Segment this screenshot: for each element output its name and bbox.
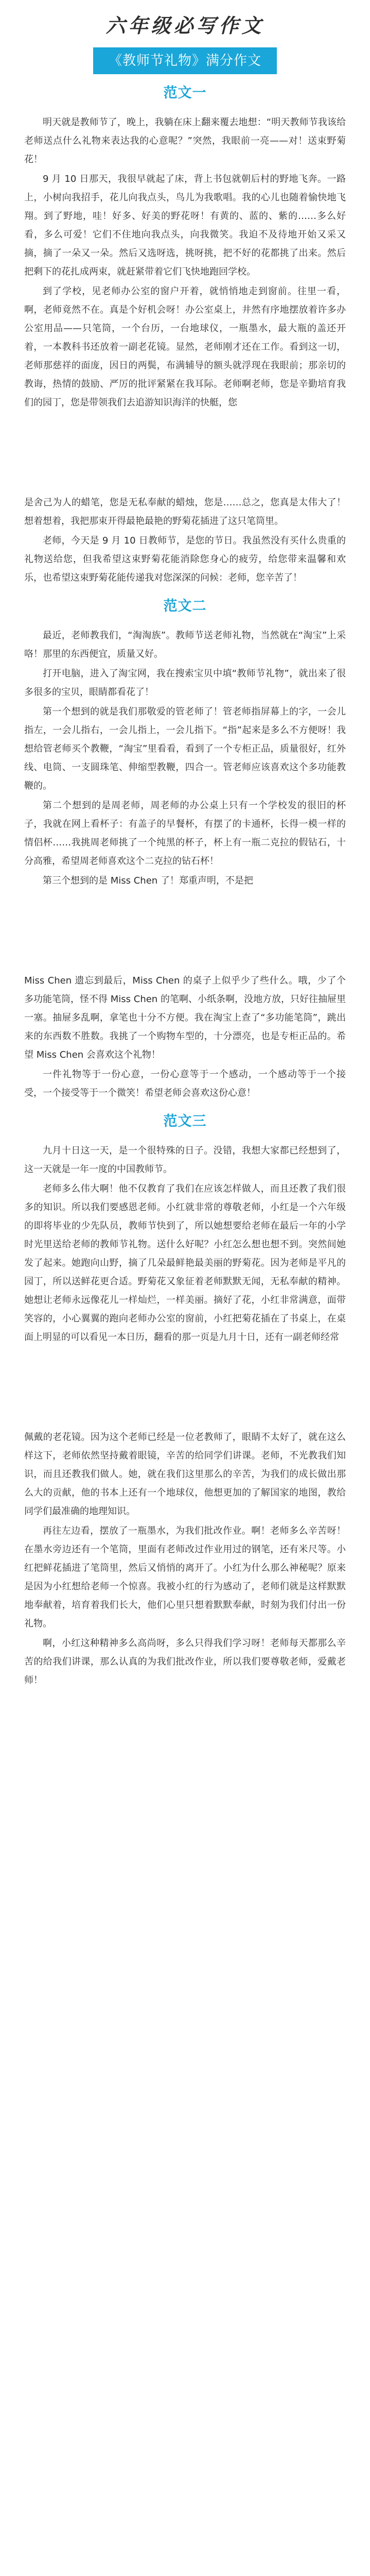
essay-paragraph: 佩戴的老花镜。因为这个老师已经是一位老教师了，眼睛不太好了，就在这么样这下，老师依然坚持戴着眼镜，辛苦的给同学们讲课。老师，不光教我们知识，而且还教我们做人。她，就在我们这里那么的辛苦，为我们的成长做出那么大的贡献，他的书本上还有一个地球仪，他想更加的了解国家的地图，教给同学们最准确的地理知识。 (24, 1432, 346, 1517)
essay-2-heading: 范文二 (163, 598, 207, 614)
essay-paragraph: 九月十日这一天，是一个很特殊的日子。没错，我想大家都已经想到了，这一天就是一年一度的中国教师节。 (24, 1145, 346, 1175)
page-title: 六年级必写作文 (105, 14, 265, 37)
essay-paragraph: 9 月 10 日那天，我很早就起了床，背上书包就朝后村的野地飞奔。一路上，小树向我招手，花儿向我点头，鸟儿为我歌唱。我的心儿也随着愉快地飞翔。到了野地，哇！好多、好美的野花呀！有黄的、蓝的、紫的……多么好看，多么可爱！它们不住地向我点头，向我微笑。我迫不及待地开始又采又摘，摘了一朵又一朵。然后又选呀选，挑呀挑，把不好的花都挑了出来。然后把剩下的花扎成两束，就赶紧带着它们飞快地跑回学校。 (24, 174, 346, 277)
title-banner: 《教师节礼物》满分作文 (93, 47, 277, 74)
essay-paragraph: 打开电脑，进入了淘宝网，我在搜索宝贝中填“教师节礼物”，就出来了很多很多的宝贝，眼睛都看花了！ (24, 668, 346, 698)
page-gap (0, 1348, 370, 1428)
essay-paragraph: 一件礼物等于一份心意，一份心意等于一个感动，一个感动等于一个接受，一个接受等于一个微笑！希望老师会喜欢这份心意！ (24, 1069, 346, 1098)
essay-paragraph: Miss Chen 遗忘到最后，Miss Chen 的桌子上似乎少了些什么。哦，少了个多功能笔筒，怪不得 Miss Chen 的笔啊、小纸条啊，没地方放，只好往抽屉里一塞。抽屉多乱啊，拿笔也十分不方便。我在淘宝上查了“多功能笔筒”，跳出来的东西数不胜数。我挑了一个购物车型的，十分漂亮，也是专柜正品的。希望 Miss Chen 会喜欢这个礼物！ (24, 975, 346, 1060)
essay-paragraph: 到了学校，见老师办公室的窗户开着，就悄悄地走到窗前。往里一看，啊，老师竟然不在。真是个好机会呀！办公室桌上，井然有序地摆放着许多办公室用品——只笔筒，一个台历，一台地球仪，一瓶墨水，最大瓶的盖还开着，一本教科书还放着一副老花镜。显然，老师刚才还在工作。看到这一切，老师那慈祥的面庞，因日的两鬓，布满辅导的额头就浮现在我眼前；那亲切的教诲，热情的鼓励、严厉的批评紧紧在我耳际。老师啊老师，您是辛勤培育我们的园丁，您是带领我们去追游知识海洋的快艇，您 (24, 286, 346, 408)
page-gap (0, 413, 370, 494)
page-gap (0, 891, 370, 972)
essay-3-heading: 范文三 (163, 1113, 207, 1129)
essay-paragraph: 老师，今天是 9 月 10 日教师节，是您的节日。我虽然没有买什么贵重的礼物送给您，但我希望这束野菊花能消除您身心的疲劳，给您带来温馨和欢乐，也希望这束野菊花能传递我对您深深的问候：老师，您辛苦了！ (24, 535, 346, 583)
essay-2-body-continued (24, 972, 346, 1103)
essay-paragraph: 明天就是教师节了，晚上，我躺在床上翻来覆去地想：“明天教师节我该给老师送点什么礼物来表达我的心意呢？”突然，我眼前一亮——对！送束野菊花！ (24, 117, 346, 165)
essay-paragraph: 最近，老师教我们，“淘淘族”。教师节送老师礼物，当然就在“淘宝”上采咯！那里的东西便宜，质量又好。 (24, 630, 346, 659)
page-header (0, 0, 370, 74)
essay-1-heading: 范文一 (163, 85, 207, 101)
essay-1-body-continued (24, 494, 346, 587)
essay-3-body (24, 1142, 346, 1347)
essay-paragraph: 第三个想到的是 Miss Chen 了！郑重声明，不是把 (43, 875, 253, 886)
essay-paragraph: 再往左边看，摆放了一瓶墨水，为我们批改作业。啊！老师多么辛苦呀！在墨水旁边还有一个笔筒，里面有老师改过作业用过的钢笔，还有米尺等。小红把鲜花插进了笔筒里，然后又悄悄的离开了。小红为什么那么神秘呢？原来是因为小红想给老师一个惊喜。我被小红的行为感动了，老师们就是这样默默地奉献着，培育着我们长大，他们心里只想着默默奉献，时刻为我们付出一份礼物。 (24, 1526, 346, 1629)
essay-paragraph: 第一个想到的就是我们那敬爱的管老师了！管老师指屏幕上的字，一会儿指左，一会儿指右，一会儿指上，一会儿指下。“指”起来是多么不方便呀！我想给管老师买个教鞭，“淘宝”里看看，看到了一个专柜正品，质量很好，红外线、电筒、一支圆珠笔、伸缩型教鞭，四合一。管老师应该喜欢这个多功能教鞭的。 (24, 706, 346, 791)
essay-paragraph: 老师多么伟大啊！他不仅教育了我们在应该怎样做人，而且还教了我们很多的知识。所以我们要感恩老师。小红就非常的尊敬老师，小红是一个六年级的即将毕业的少先队员，教师节快到了，所以她想要给老师在最后一年的小学时光里送给老师的教师节礼物。送什么好呢？小红怎么想也想不到。突然间她发了起来。她跑向山野，摘了几朵最鲜艳最美丽的野菊花。因为老师是平凡的园丁，所以送鲜花更合适。野菊花又象征着老师默默无闻，无私奉献的精神。她想让老师永远像花儿一样灿烂，一样美丽。摘好了花，小红非常满意，面带笑容的，小心翼翼的跑向老师办公室的窗前，小红把菊花插在了书桌上，在桌面上明显的可以看见一本日历，翻看的那一页是九月十日，还有一副老师经常 (24, 1183, 346, 1343)
essay-2-body (24, 626, 346, 890)
essay-paragraph: 啊，小红这种精神多么高尚呀，多么只得我们学习呀！老师每天都那么辛苦的给我们讲课，那么认真的为我们批改作业，所以我们要尊敬老师，爱戴老师！ (24, 1638, 346, 1686)
essay-paragraph: 第二个想到的是周老师，周老师的办公桌上只有一个学校发的很旧的杯子，我就在网上看杯子：有盖子的早餐杯，有摆了的卡通杯，长得一模一样的情侣杯……我挑周老师挑了一个纯黑的杯子，杯上有一瓶二克拉的假钻石，十分高雅，希望周老师喜欢这个二克拉的钻石杯！ (24, 800, 346, 867)
essay-paragraph: 是舍己为人的蜡笔，您是无私奉献的蜡烛，您是……总之，您真是太伟大了！想着想着，我把那束开得最艳最艳的野菊花插进了这只笔筒里。 (24, 497, 346, 527)
essay-1-body (24, 113, 346, 412)
essay-3-body-continued (24, 1428, 346, 1690)
